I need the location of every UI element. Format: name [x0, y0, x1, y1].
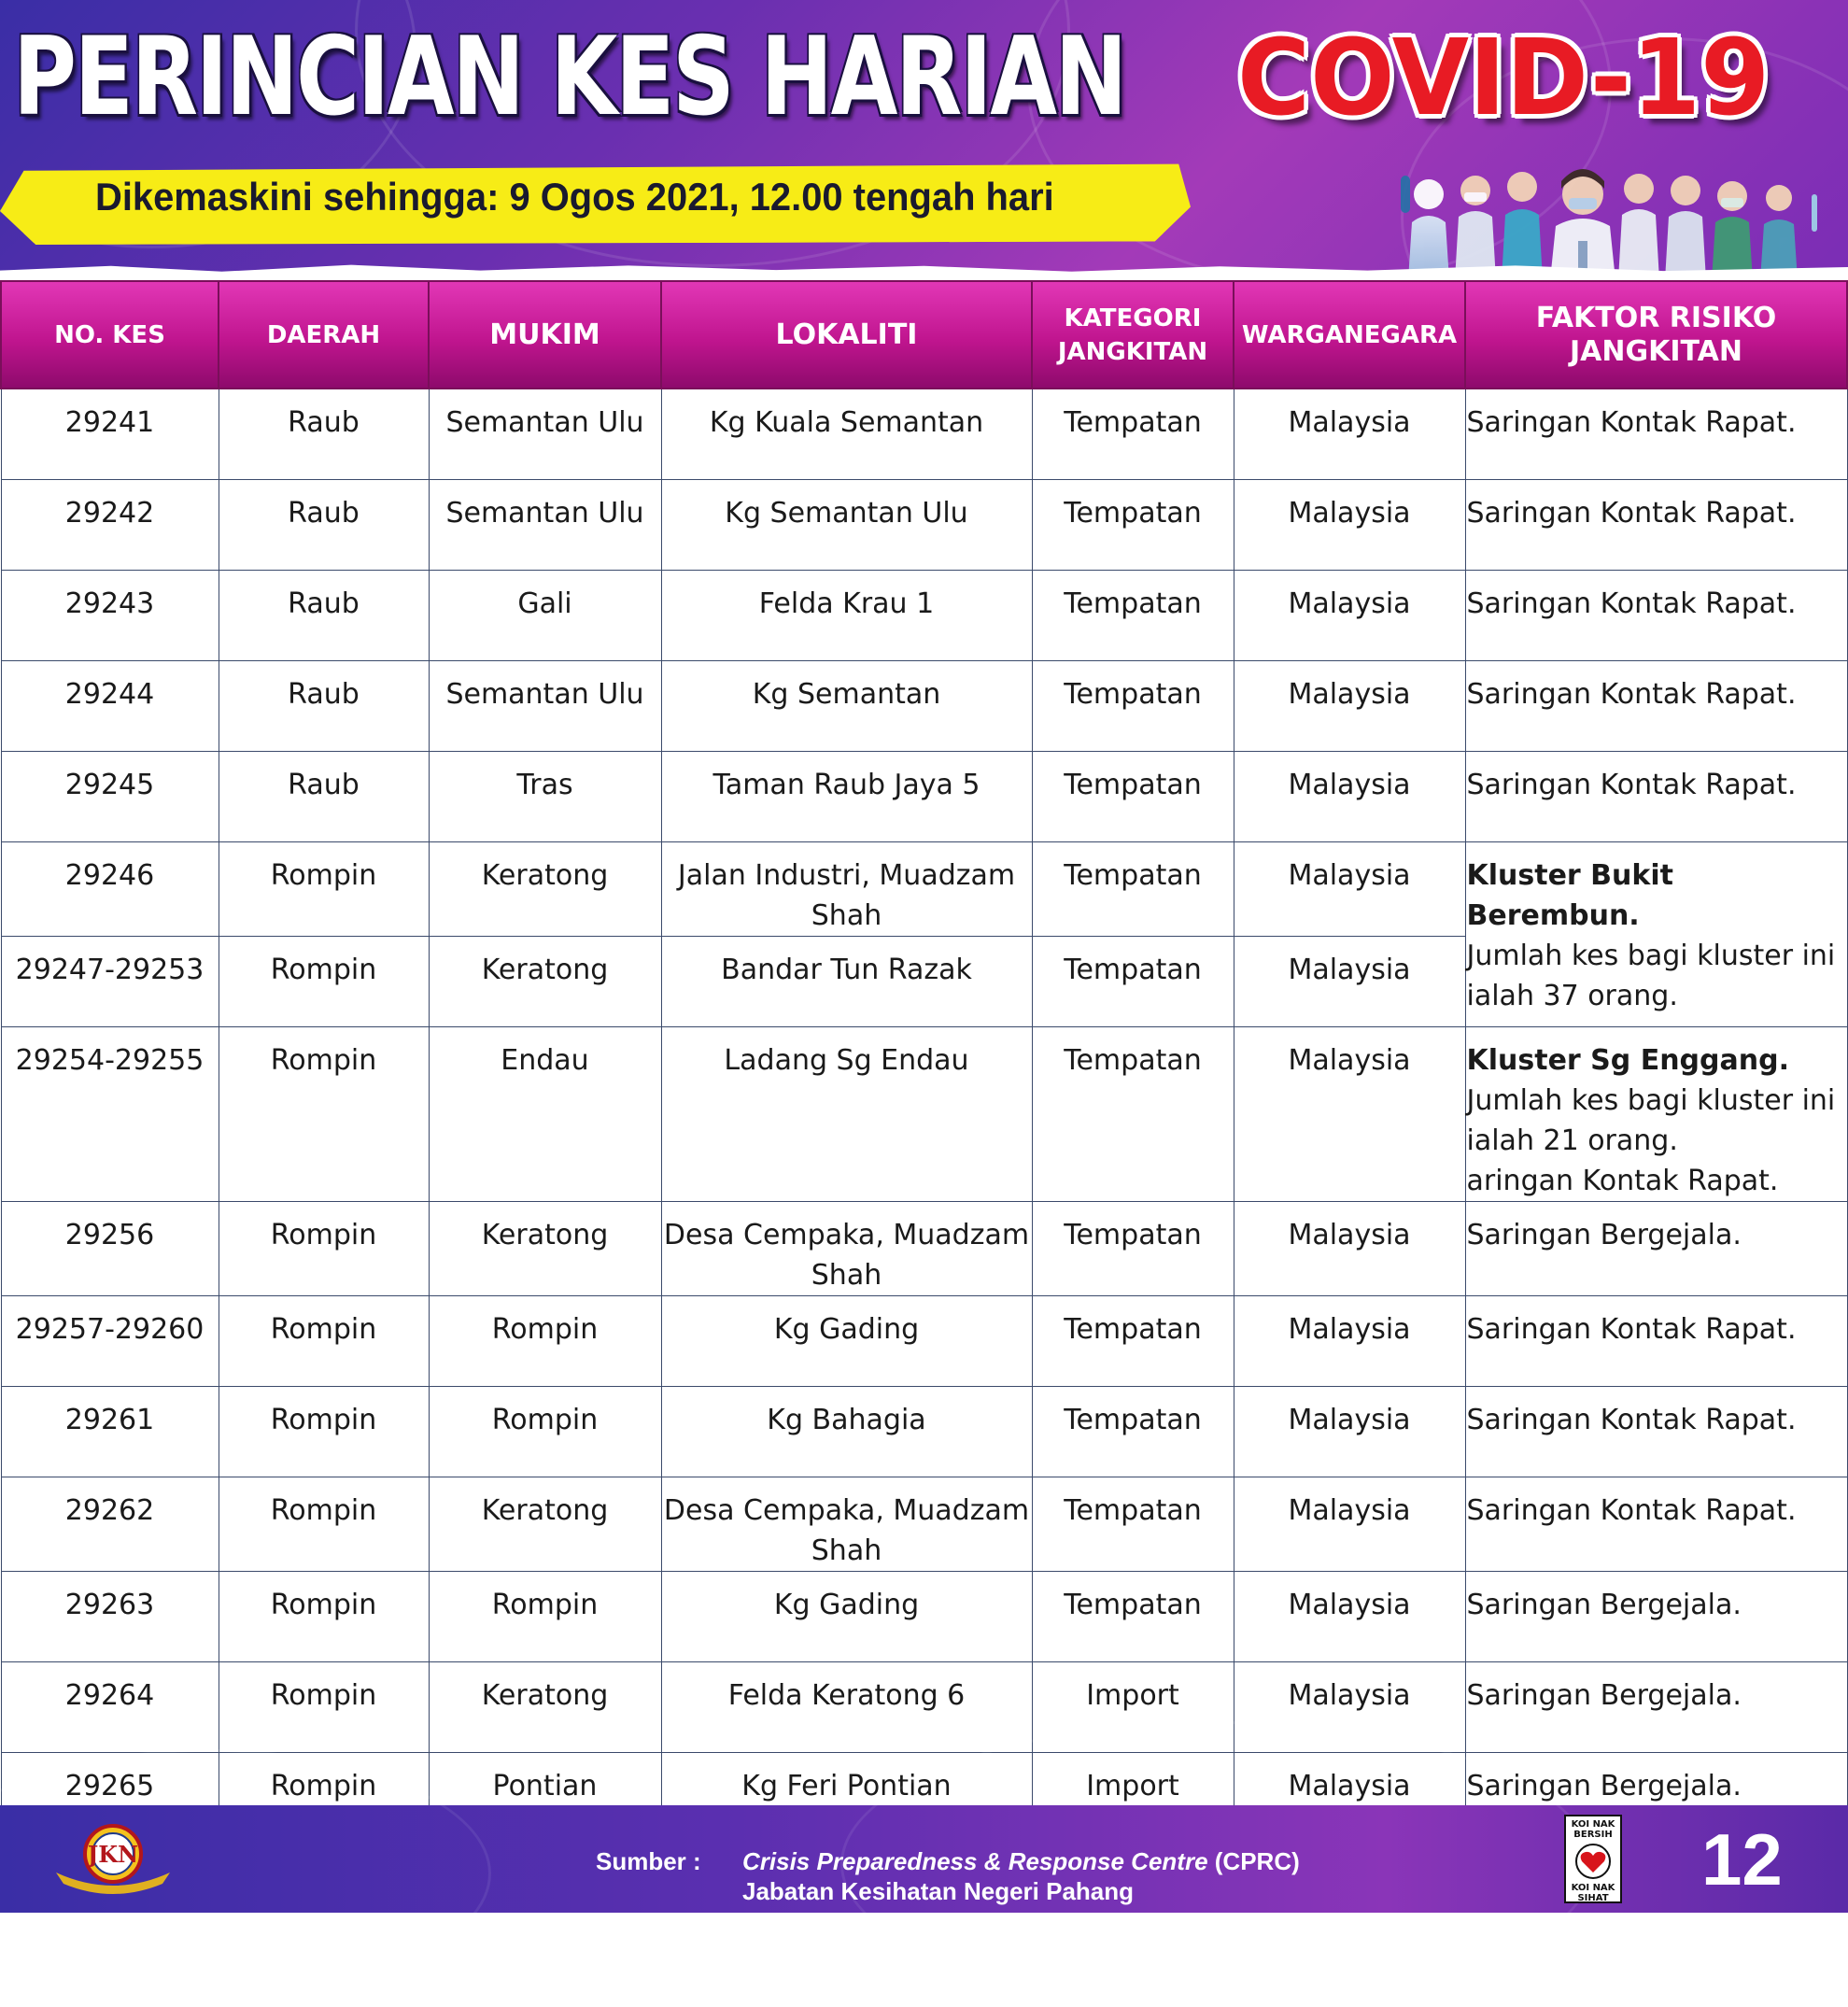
cell-kategori: Tempatan [1032, 389, 1234, 480]
cell-daerah: Rompin [219, 1202, 429, 1296]
healthcare-workers-illustration [1401, 157, 1848, 280]
cell-lokaliti: Taman Raub Jaya 5 [661, 752, 1032, 842]
title-accent: COVID-19 [1237, 18, 1770, 139]
cell-daerah: Raub [219, 661, 429, 752]
cell-daerah: Rompin [219, 842, 429, 937]
cell-warganegara: Malaysia [1234, 571, 1465, 661]
cell-warganegara: Malaysia [1234, 1202, 1465, 1296]
table-row [1, 752, 1847, 842]
svg-text:JKN: JKN [87, 1841, 139, 1868]
cell-no-kes: 29245 [1, 752, 219, 842]
cell-kategori: Tempatan [1032, 1572, 1234, 1662]
cell-warganegara: Malaysia [1234, 1296, 1465, 1387]
cell-mukim: Semantan Ulu [429, 480, 661, 571]
table-row [1, 1662, 1847, 1753]
cell-daerah: Raub [219, 480, 429, 571]
update-timestamp: Dikemaskini sehingga: 9 Ogos 2021, 12.00 tengah hari [95, 175, 1054, 219]
cell-daerah: Rompin [219, 1296, 429, 1387]
cell-mukim: Keratong [429, 1477, 661, 1572]
table-row [1, 389, 1847, 480]
cell-lokaliti: Kg Kuala Semantan [661, 389, 1032, 480]
cell-mukim: Keratong [429, 1662, 661, 1753]
cell-faktor: Saringan Bergejala. [1465, 1662, 1847, 1753]
source-organisation: Crisis Preparedness & Response Centre (CPRC) [742, 1847, 1300, 1875]
cell-lokaliti: Desa Cempaka, Muadzam Shah [661, 1202, 1032, 1296]
cell-warganegara: Malaysia [1234, 1572, 1465, 1662]
cell-warganegara: Malaysia [1234, 1387, 1465, 1477]
cell-no-kes: 29242 [1, 480, 219, 571]
cell-warganegara: Malaysia [1234, 480, 1465, 571]
cell-lokaliti: Kg Feri Pontian [661, 1753, 1032, 1844]
cell-no-kes: 29254-29255 [1, 1027, 219, 1202]
cell-lokaliti: Desa Cempaka, Muadzam Shah [661, 1477, 1032, 1572]
page-number: 12 [1701, 1818, 1783, 1901]
cell-daerah: Rompin [219, 1387, 429, 1477]
cluster-name: Kluster Bukit Berembun. [1466, 859, 1673, 932]
cell-no-kes: 29261 [1, 1387, 219, 1477]
cell-lokaliti: Jalan Industri, Muadzam Shah [661, 842, 1032, 937]
cell-no-kes: 29264 [1, 1662, 219, 1753]
cell-warganegara: Malaysia [1234, 1477, 1465, 1572]
cell-warganegara: Malaysia [1234, 1027, 1465, 1202]
cell-faktor: Saringan Kontak Rapat. [1465, 1387, 1847, 1477]
cell-warganegara: Malaysia [1234, 661, 1465, 752]
cell-kategori: Tempatan [1032, 480, 1234, 571]
cell-mukim: Tras [429, 752, 661, 842]
heart-badge-icon [1574, 1843, 1612, 1880]
cell-mukim: Endau [429, 1027, 661, 1202]
header-daerah: DAERAH [219, 281, 429, 389]
cell-mukim: Keratong [429, 842, 661, 937]
cell-faktor: Saringan Bergejala. [1465, 1572, 1847, 1662]
header-banner [0, 0, 1848, 280]
cluster-total: Jumlah kes bagi kluster ini ialah 37 orang. [1466, 940, 1836, 1012]
table-row [1, 571, 1847, 661]
cell-no-kes: 29246 [1, 842, 219, 937]
cell-daerah: Raub [219, 752, 429, 842]
table-row [1, 1296, 1847, 1387]
cell-lokaliti: Kg Bahagia [661, 1387, 1032, 1477]
table-row [1, 1387, 1847, 1477]
cell-warganegara: Malaysia [1234, 1753, 1465, 1844]
cell-daerah: Rompin [219, 1477, 429, 1572]
cell-lokaliti: Kg Semantan [661, 661, 1032, 752]
cell-faktor: Saringan Kontak Rapat. [1465, 661, 1847, 752]
cell-lokaliti: Ladang Sg Endau [661, 1027, 1032, 1202]
cell-mukim: Gali [429, 571, 661, 661]
cell-no-kes: 29247-29253 [1, 937, 219, 1027]
cell-kategori: Tempatan [1032, 661, 1234, 752]
cell-no-kes: 29256 [1, 1202, 219, 1296]
cell-lokaliti: Felda Krau 1 [661, 571, 1032, 661]
cell-mukim: Rompin [429, 1387, 661, 1477]
cell-lokaliti: Felda Keratong 6 [661, 1662, 1032, 1753]
cell-kategori: Tempatan [1032, 752, 1234, 842]
cell-daerah: Rompin [219, 1027, 429, 1202]
koi-nak-sihat-badge: KOI NAK BERSIH KOI NAK SIHAT [1564, 1815, 1622, 1903]
cell-lokaliti: Kg Gading [661, 1296, 1032, 1387]
cell-no-kes: 29262 [1, 1477, 219, 1572]
cell-no-kes: 29244 [1, 661, 219, 752]
cell-faktor-cluster [1465, 842, 1847, 1027]
cell-kategori: Tempatan [1032, 1027, 1234, 1202]
cell-lokaliti: Bandar Tun Razak [661, 937, 1032, 1027]
table-row [1, 1202, 1847, 1296]
cell-kategori: Tempatan [1032, 842, 1234, 937]
cell-mukim: Rompin [429, 1296, 661, 1387]
footer-bar [0, 1805, 1848, 1913]
cell-mukim: Rompin [429, 1572, 661, 1662]
cell-faktor: Saringan Kontak Rapat. [1465, 1296, 1847, 1387]
cell-kategori: Import [1032, 1662, 1234, 1753]
table-row [1, 1027, 1847, 1202]
cell-faktor: Saringan Bergejala. [1465, 1202, 1847, 1296]
cell-mukim: Semantan Ulu [429, 389, 661, 480]
cell-lokaliti: Kg Semantan Ulu [661, 480, 1032, 571]
cell-daerah: Raub [219, 389, 429, 480]
covid-case-table [0, 280, 1848, 1844]
cell-kategori: Tempatan [1032, 937, 1234, 1027]
cell-mukim: Keratong [429, 937, 661, 1027]
cell-warganegara: Malaysia [1234, 752, 1465, 842]
cell-kategori: Tempatan [1032, 1477, 1234, 1572]
cell-no-kes: 29263 [1, 1572, 219, 1662]
cell-faktor: Saringan Kontak Rapat. [1465, 480, 1847, 571]
table-row [1, 1572, 1847, 1662]
cell-kategori: Import [1032, 1753, 1234, 1844]
header-warganegara: WARGANEGARA [1234, 281, 1465, 389]
cell-mukim: Keratong [429, 1202, 661, 1296]
cell-faktor: Saringan Kontak Rapat. [1465, 1477, 1847, 1572]
cell-kategori: Tempatan [1032, 571, 1234, 661]
cell-mukim: Semantan Ulu [429, 661, 661, 752]
header-mukim: MUKIM [429, 281, 661, 389]
table-row [1, 661, 1847, 752]
header-faktor: FAKTOR RISIKO JANGKITAN [1465, 281, 1847, 389]
table-row [1, 1477, 1847, 1572]
cell-daerah: Raub [219, 571, 429, 661]
cell-warganegara: Malaysia [1234, 1662, 1465, 1753]
cell-kategori: Tempatan [1032, 1202, 1234, 1296]
cell-kategori: Tempatan [1032, 1387, 1234, 1477]
cluster-name: Kluster Sg Enggang. [1466, 1044, 1789, 1077]
header-no-kes: NO. KES [1, 281, 219, 389]
cell-daerah: Rompin [219, 937, 429, 1027]
table-row [1, 842, 1847, 937]
cell-faktor: Saringan Bergejala. [1465, 1753, 1847, 1844]
cell-warganegara: Malaysia [1234, 842, 1465, 937]
cluster-note: aringan Kontak Rapat. [1466, 1165, 1779, 1197]
cell-mukim: Pontian [429, 1753, 661, 1844]
header-kategori: KATEGORI JANGKITAN [1032, 281, 1234, 389]
source-department: Jabatan Kesihatan Negeri Pahang [742, 1877, 1135, 1905]
cell-faktor: Saringan Kontak Rapat. [1465, 752, 1847, 842]
header-lokaliti: LOKALITI [661, 281, 1032, 389]
cell-warganegara: Malaysia [1234, 389, 1465, 480]
source-label: Sumber : [596, 1847, 701, 1875]
cell-faktor-cluster [1465, 1027, 1847, 1202]
cell-no-kes: 29257-29260 [1, 1296, 219, 1387]
cluster-total: Jumlah kes bagi kluster ini ialah 21 orang. [1466, 1084, 1836, 1157]
cell-daerah: Rompin [219, 1572, 429, 1662]
page-title: PERINCIAN KES HARIAN [13, 14, 1125, 140]
cell-daerah: Rompin [219, 1753, 429, 1844]
cell-no-kes: 29241 [1, 389, 219, 480]
cell-lokaliti: Kg Gading [661, 1572, 1032, 1662]
cell-daerah: Rompin [219, 1662, 429, 1753]
cell-warganegara: Malaysia [1234, 937, 1465, 1027]
cell-faktor: Saringan Kontak Rapat. [1465, 571, 1847, 661]
cell-faktor: Saringan Kontak Rapat. [1465, 389, 1847, 480]
cell-no-kes: 29265 [1, 1753, 219, 1844]
table-header-row [1, 281, 1847, 389]
cell-no-kes: 29243 [1, 571, 219, 661]
jkn-logo-icon [52, 1818, 174, 1899]
cell-kategori: Tempatan [1032, 1296, 1234, 1387]
table-row [1, 480, 1847, 571]
